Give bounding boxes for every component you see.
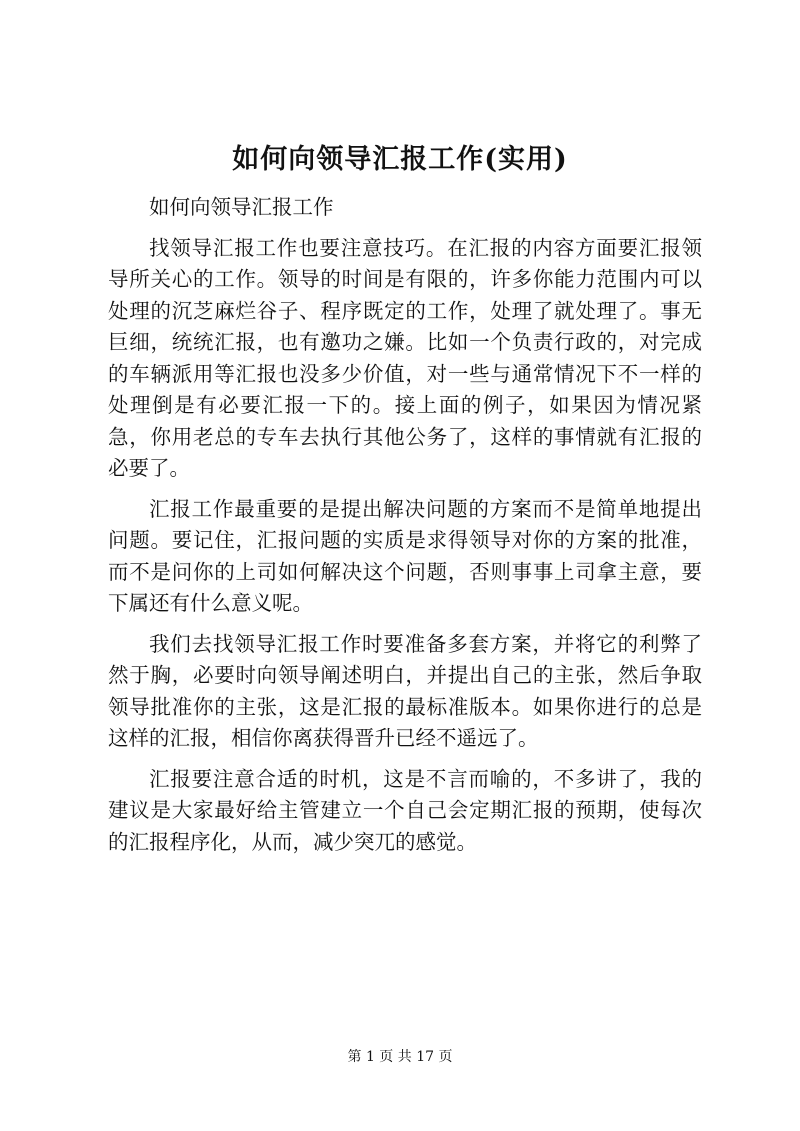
paragraph-2: 汇报工作最重要的是提出解决问题的方案而不是简单地提出问题。要记住，汇报问题的实质是求得领导对你的方案的批准，而不是问你的上司如何解决这个问题，否则事事上司拿主意，要下属还有什么意义呢。 (108, 496, 702, 615)
paragraph-1: 找领导汇报工作也要注意技巧。在汇报的内容方面要汇报领导所关心的工作。领导的时间是有限的，许多你能力范围内可以处理的沉芝麻烂谷子、程序既定的工作，处理了就处理了。事无巨细，统统汇报，也有邀功之嫌。比如一个负责行政的，对完成的车辆派用等汇报也没多少价值，对一些与通常情况下不一样的处理倒是有必要汇报一下的。接上面的例子，如果因为情况紧急，你用老总的专车去执行其他公务了，这样的事情就有汇报的必要了。 (108, 235, 702, 480)
paragraph-4: 汇报要注意合适的时机，这是不言而喻的，不多讲了，我的建议是大家最好给主管建立一个自己会定期汇报的预期，使每次的汇报程序化，从而，减少突兀的感觉。 (108, 766, 702, 854)
document-body (108, 192, 702, 858)
paragraph-gap (108, 620, 702, 629)
paragraph-gap (108, 485, 702, 494)
page-number-footer: 第 1 页 共 17 页 (347, 1049, 453, 1065)
paragraph-3: 我们去找领导汇报工作时要准备多套方案，并将它的利弊了然于胸，必要时向领导阐述明白，并提出自己的主张，然后争取领导批准你的主张，这是汇报的最标准版本。如果你进行的总是这样的汇报，相信你离获得晋升已经不遥远了。 (108, 631, 702, 750)
paragraph-gap (108, 755, 702, 764)
document-title: 如何向领导汇报工作(实用) (232, 144, 568, 175)
document-subtitle: 如何向领导汇报工作 (149, 195, 334, 219)
